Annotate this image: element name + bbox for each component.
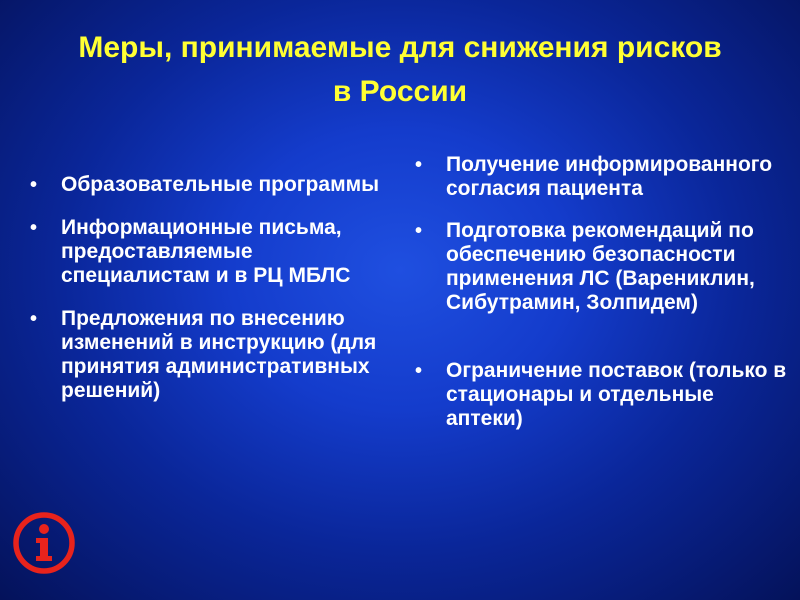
bullet-icon: • <box>30 217 38 239</box>
right-bullet-list <box>415 153 790 431</box>
bullet-icon: • <box>30 308 38 330</box>
list-item-text: Предложения по внесению изменений в инструкцию (для принятия административных решений) <box>61 307 377 402</box>
list-item-text: Ограничение поставок (только в стационары и отдельные аптеки) <box>446 359 787 430</box>
bullet-icon: • <box>30 174 38 196</box>
bullet-icon: • <box>415 360 423 382</box>
list-item <box>415 359 790 431</box>
list-item-text: Получение информированного согласия пациента <box>446 153 773 200</box>
list-item-text: Образовательные программы <box>61 173 380 196</box>
list-item-text: Информационные письма, предоставляемые специалистам и в РЦ МБЛС <box>61 216 351 287</box>
info-icon[interactable] <box>12 511 76 575</box>
bullet-icon: • <box>415 154 423 176</box>
left-bullet-list <box>30 173 395 403</box>
list-item <box>415 153 790 201</box>
list-item <box>30 173 395 197</box>
list-item <box>30 216 395 288</box>
list-item-text: Подготовка рекомендаций по обеспечению безопасности применения ЛС (Варениклин, Сибутрамин, Золпидем) <box>446 219 755 314</box>
bullet-icon: • <box>415 220 423 242</box>
list-item <box>415 219 790 315</box>
slide-title <box>0 26 800 114</box>
title-line-1: Меры, принимаемые для снижения рисков <box>78 31 722 64</box>
list-item <box>30 307 395 403</box>
title-line-2: в России <box>332 75 468 108</box>
